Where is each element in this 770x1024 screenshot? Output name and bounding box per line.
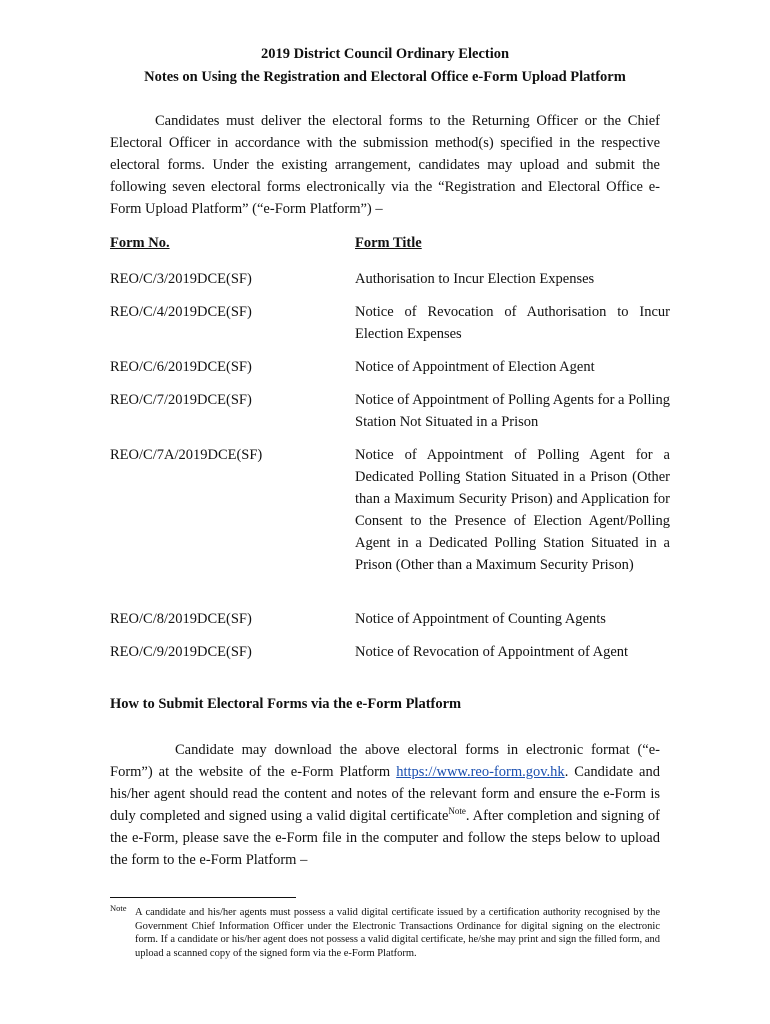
column-header-form-title: Form Title [355,235,422,251]
paragraph-text: Candidate may download the above electoral forms in electronic format (“e-Form”) at the website of the e-Form Platform [110,742,660,780]
note-reference: Note [448,806,466,817]
form-no-cell: REO/C/8/2019DCE(SF) [110,611,252,627]
form-title-cell: Notice of Appointment of Polling Agents for a Polling Station Not Situated in a Prison [355,392,670,430]
form-no-cell: REO/C/9/2019DCE(SF) [110,644,252,660]
form-no-cell: REO/C/4/2019DCE(SF) [110,304,252,320]
document-title: 2019 District Council Ordinary Election [260,46,510,62]
form-title-cell: Authorisation to Incur Election Expenses [355,271,595,287]
form-title-cell: Notice of Revocation of Authorisation to Incur Election Expenses [355,304,670,342]
form-title-cell: Notice of Revocation of Appointment of Agent [355,644,629,660]
column-header-form-no: Form No. [110,235,170,251]
form-title-cell: Notice of Appointment of Counting Agents [355,611,606,627]
section-heading: How to Submit Electoral Forms via the e-Form Platform [110,696,462,712]
footnote-mark: Note [110,903,127,913]
form-title-cell: Notice of Appointment of Polling Agent for a Dedicated Polling Station Situated in a Prison (Other than a Maximum Security Prison) and Application for Consent to the Presence of Election Agent/Polling Agent in a Dedicated Polling Station Situated in a Prison (Other than a Maximum Security Prison) [355,447,670,573]
form-no-cell: REO/C/7/2019DCE(SF) [110,392,252,408]
footnote-text: A candidate and his/her agents must possess a valid digital certificate issued by a certification authority recognised by the Government Chief Information Officer under the Electronic Transactions Ordinance for digital signing on the electronic form. If a candidate or his/her agent does not possess a valid digital certificate, he/she may print and sign the filled form, and upload a scanned copy of the signed form via the e-Form Platform. [135,907,660,959]
eform-platform-link[interactable]: https://www.reo-form.gov.hk [396,764,565,780]
footnote-divider [110,897,296,898]
document-subtitle: Notes on Using the Registration and Electoral Office e-Form Upload Platform [144,69,626,85]
paragraph-text: . Candidate and his/her agent should read the content and notes of the relevant form and ensure the e-Form is duly completed and signed using a valid digital certificate [110,764,660,824]
form-no-cell: REO/C/6/2019DCE(SF) [110,359,252,375]
form-title-cell: Notice of Appointment of Election Agent [355,359,595,375]
form-no-cell: REO/C/7A/2019DCE(SF) [110,447,263,463]
intro-paragraph: Candidates must deliver the electoral forms to the Returning Officer or the Chief Electoral Officer in accordance with the submission method(s) specified in the respective electoral forms. Under the existing arrangement, candidates may upload and submit the following seven electoral forms electronically via the “Registration and Electoral Office e-Form Upload Platform” (“e-Form Platform”) – [110,113,660,217]
form-no-cell: REO/C/3/2019DCE(SF) [110,271,252,287]
paragraph-text: . After completion and signing of the e-Form, please save the e-Form file in the computer and follow the steps below to upload the form to the e-Form Platform – [110,808,660,868]
submission-paragraph [110,739,660,871]
